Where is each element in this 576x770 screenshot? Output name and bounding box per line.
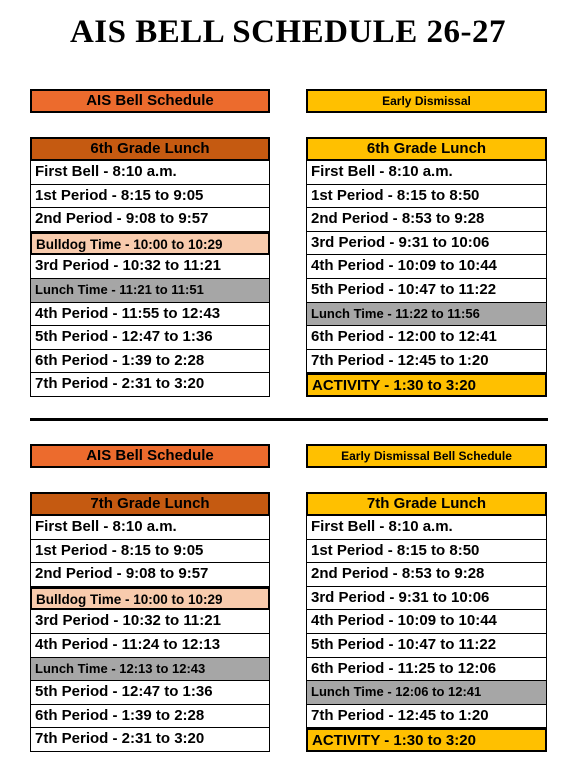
table-row: 3rd Period - 9:31 to 10:06 xyxy=(306,587,547,611)
table-row: 4th Period - 11:55 to 12:43 xyxy=(30,303,270,327)
table-row: 6th Period - 12:00 to 12:41 xyxy=(306,326,547,350)
table-row: First Bell - 8:10 a.m. xyxy=(306,516,547,540)
table-row: 6th Period - 1:39 to 2:28 xyxy=(30,705,270,729)
table-row: First Bell - 8:10 a.m. xyxy=(30,516,270,540)
table-row: First Bell - 8:10 a.m. xyxy=(306,161,547,185)
table-row: 2nd Period - 8:53 to 9:28 xyxy=(306,563,547,587)
bulldog-time-row: Bulldog Time - 10:00 to 10:29 xyxy=(30,587,270,611)
activity-row: ACTIVITY - 1:30 to 3:20 xyxy=(306,728,547,752)
top-early-dismissal-table xyxy=(306,137,547,397)
table-row: 4th Period - 10:09 to 10:44 xyxy=(306,610,547,634)
table-heading: 7th Grade Lunch xyxy=(306,492,547,516)
lunch-time-row: Lunch Time - 11:22 to 11:56 xyxy=(306,303,547,327)
table-row: 1st Period - 8:15 to 8:50 xyxy=(306,185,547,209)
table-row: 6th Period - 1:39 to 2:28 xyxy=(30,350,270,374)
lunch-time-row: Lunch Time - 12:13 to 12:43 xyxy=(30,658,270,682)
activity-row: ACTIVITY - 1:30 to 3:20 xyxy=(306,373,547,397)
bottom-regular-schedule-table xyxy=(30,492,270,752)
table-row: 3rd Period - 10:32 to 11:21 xyxy=(30,610,270,634)
top-early-dismissal-label: Early Dismissal xyxy=(306,89,547,113)
bottom-early-dismissal-table xyxy=(306,492,547,752)
table-heading: 6th Grade Lunch xyxy=(30,137,270,161)
table-row: 2nd Period - 9:08 to 9:57 xyxy=(30,563,270,587)
table-row: 5th Period - 12:47 to 1:36 xyxy=(30,681,270,705)
table-row: 1st Period - 8:15 to 8:50 xyxy=(306,540,547,564)
table-row: 7th Period - 12:45 to 1:20 xyxy=(306,350,547,374)
table-row: First Bell - 8:10 a.m. xyxy=(30,161,270,185)
top-ais-bell-schedule-label: AIS Bell Schedule xyxy=(30,89,270,113)
table-row: 3rd Period - 9:31 to 10:06 xyxy=(306,232,547,256)
top-regular-schedule-table xyxy=(30,137,270,397)
table-row: 4th Period - 10:09 to 10:44 xyxy=(306,255,547,279)
table-row: 5th Period - 10:47 to 11:22 xyxy=(306,279,547,303)
lunch-time-row: Lunch Time - 11:21 to 11:51 xyxy=(30,279,270,303)
table-row: 7th Period - 2:31 to 3:20 xyxy=(30,373,270,397)
section-divider xyxy=(30,418,548,421)
table-heading: 6th Grade Lunch xyxy=(306,137,547,161)
table-row: 4th Period - 11:24 to 12:13 xyxy=(30,634,270,658)
table-row: 3rd Period - 10:32 to 11:21 xyxy=(30,255,270,279)
table-row: 7th Period - 12:45 to 1:20 xyxy=(306,705,547,729)
table-row: 5th Period - 12:47 to 1:36 xyxy=(30,326,270,350)
table-row: 1st Period - 8:15 to 9:05 xyxy=(30,185,270,209)
table-row: 5th Period - 10:47 to 11:22 xyxy=(306,634,547,658)
bulldog-time-row: Bulldog Time - 10:00 to 10:29 xyxy=(30,232,270,256)
table-row: 2nd Period - 8:53 to 9:28 xyxy=(306,208,547,232)
table-row: 6th Period - 11:25 to 12:06 xyxy=(306,658,547,682)
table-row: 1st Period - 8:15 to 9:05 xyxy=(30,540,270,564)
page-title: AIS BELL SCHEDULE 26-27 xyxy=(69,14,507,50)
table-heading: 7th Grade Lunch xyxy=(30,492,270,516)
table-row: 7th Period - 2:31 to 3:20 xyxy=(30,728,270,752)
lunch-time-row: Lunch Time - 12:06 to 12:41 xyxy=(306,681,547,705)
bottom-early-dismissal-label: Early Dismissal Bell Schedule xyxy=(306,444,547,468)
bottom-ais-bell-schedule-label: AIS Bell Schedule xyxy=(30,444,270,468)
table-row: 2nd Period - 9:08 to 9:57 xyxy=(30,208,270,232)
